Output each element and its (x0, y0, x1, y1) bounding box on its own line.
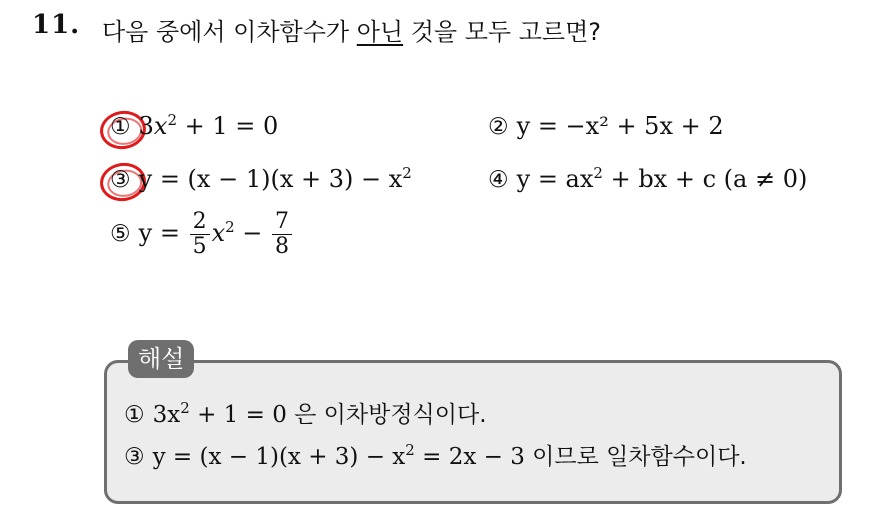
option-5-marker: ⑤ (110, 221, 131, 247)
solution-line-2-math: y = (x − 1)(x + 3) − x (152, 444, 406, 470)
option-4-expr: y = ax (516, 165, 594, 193)
option-1-marker: ① (110, 114, 131, 140)
option-1-rest: + 1 = 0 (177, 112, 279, 140)
question-text-after: 것을 모두 고르면? (403, 18, 602, 46)
option-2-marker: ② (488, 114, 509, 140)
solution-line-1 (124, 396, 487, 429)
fraction-numerator: 2 (190, 210, 210, 235)
option-5-minus: − (234, 219, 271, 247)
question-text-underlined: 아닌 (356, 18, 404, 46)
solution-line-2-math-rest: = 2x − 3 (414, 444, 525, 470)
solution-line-1-marker: ① (124, 402, 145, 428)
option-5[interactable] (110, 210, 294, 259)
question-text (102, 12, 601, 47)
option-3-expr: y = (x − 1)(x + 3) − x (138, 165, 403, 193)
question-number: 11. (32, 10, 81, 40)
option-2[interactable] (488, 112, 724, 140)
option-5-exp: 2 (225, 218, 235, 236)
option-5-var: x (211, 219, 226, 247)
option-4[interactable] (488, 165, 807, 193)
solution-line-1-math-rest: + 1 = 0 (189, 402, 287, 428)
option-3-marker: ③ (110, 167, 131, 193)
option-1-coef: 3 (138, 112, 154, 140)
fraction-numerator: 7 (272, 210, 292, 235)
solution-line-2-text: 이므로 일차함수이다. (524, 444, 747, 470)
solution-line-1-exp: 2 (180, 399, 190, 417)
solution-label: 해설 (128, 340, 194, 378)
solution-line-2-exp: 2 (405, 441, 415, 459)
solution-line-2 (124, 438, 747, 471)
option-5-lhs: y = (138, 219, 180, 247)
option-3[interactable] (110, 165, 412, 193)
solution-box (104, 360, 842, 504)
option-1-var: x (153, 112, 168, 140)
option-4-marker: ④ (488, 167, 509, 193)
fraction-7-8 (272, 210, 292, 259)
fraction-2-5 (190, 210, 210, 259)
option-4-exp: 2 (593, 164, 603, 182)
solution-line-2-marker: ③ (124, 444, 145, 470)
question-text-before: 다음 중에서 이차함수가 (102, 18, 357, 46)
fraction-denominator: 5 (192, 234, 207, 259)
solution-line-1-text: 은 이차방정식이다. (286, 402, 487, 428)
option-1[interactable] (110, 112, 278, 140)
option-1-exp: 2 (167, 111, 177, 129)
solution-line-1-math: 3x (152, 402, 181, 428)
option-3-exp: 2 (402, 164, 412, 182)
option-4-rest: + bx + c (a ≠ 0) (602, 165, 808, 193)
option-2-expr: y = −x² + 5x + 2 (516, 112, 724, 140)
fraction-denominator: 8 (275, 234, 290, 259)
